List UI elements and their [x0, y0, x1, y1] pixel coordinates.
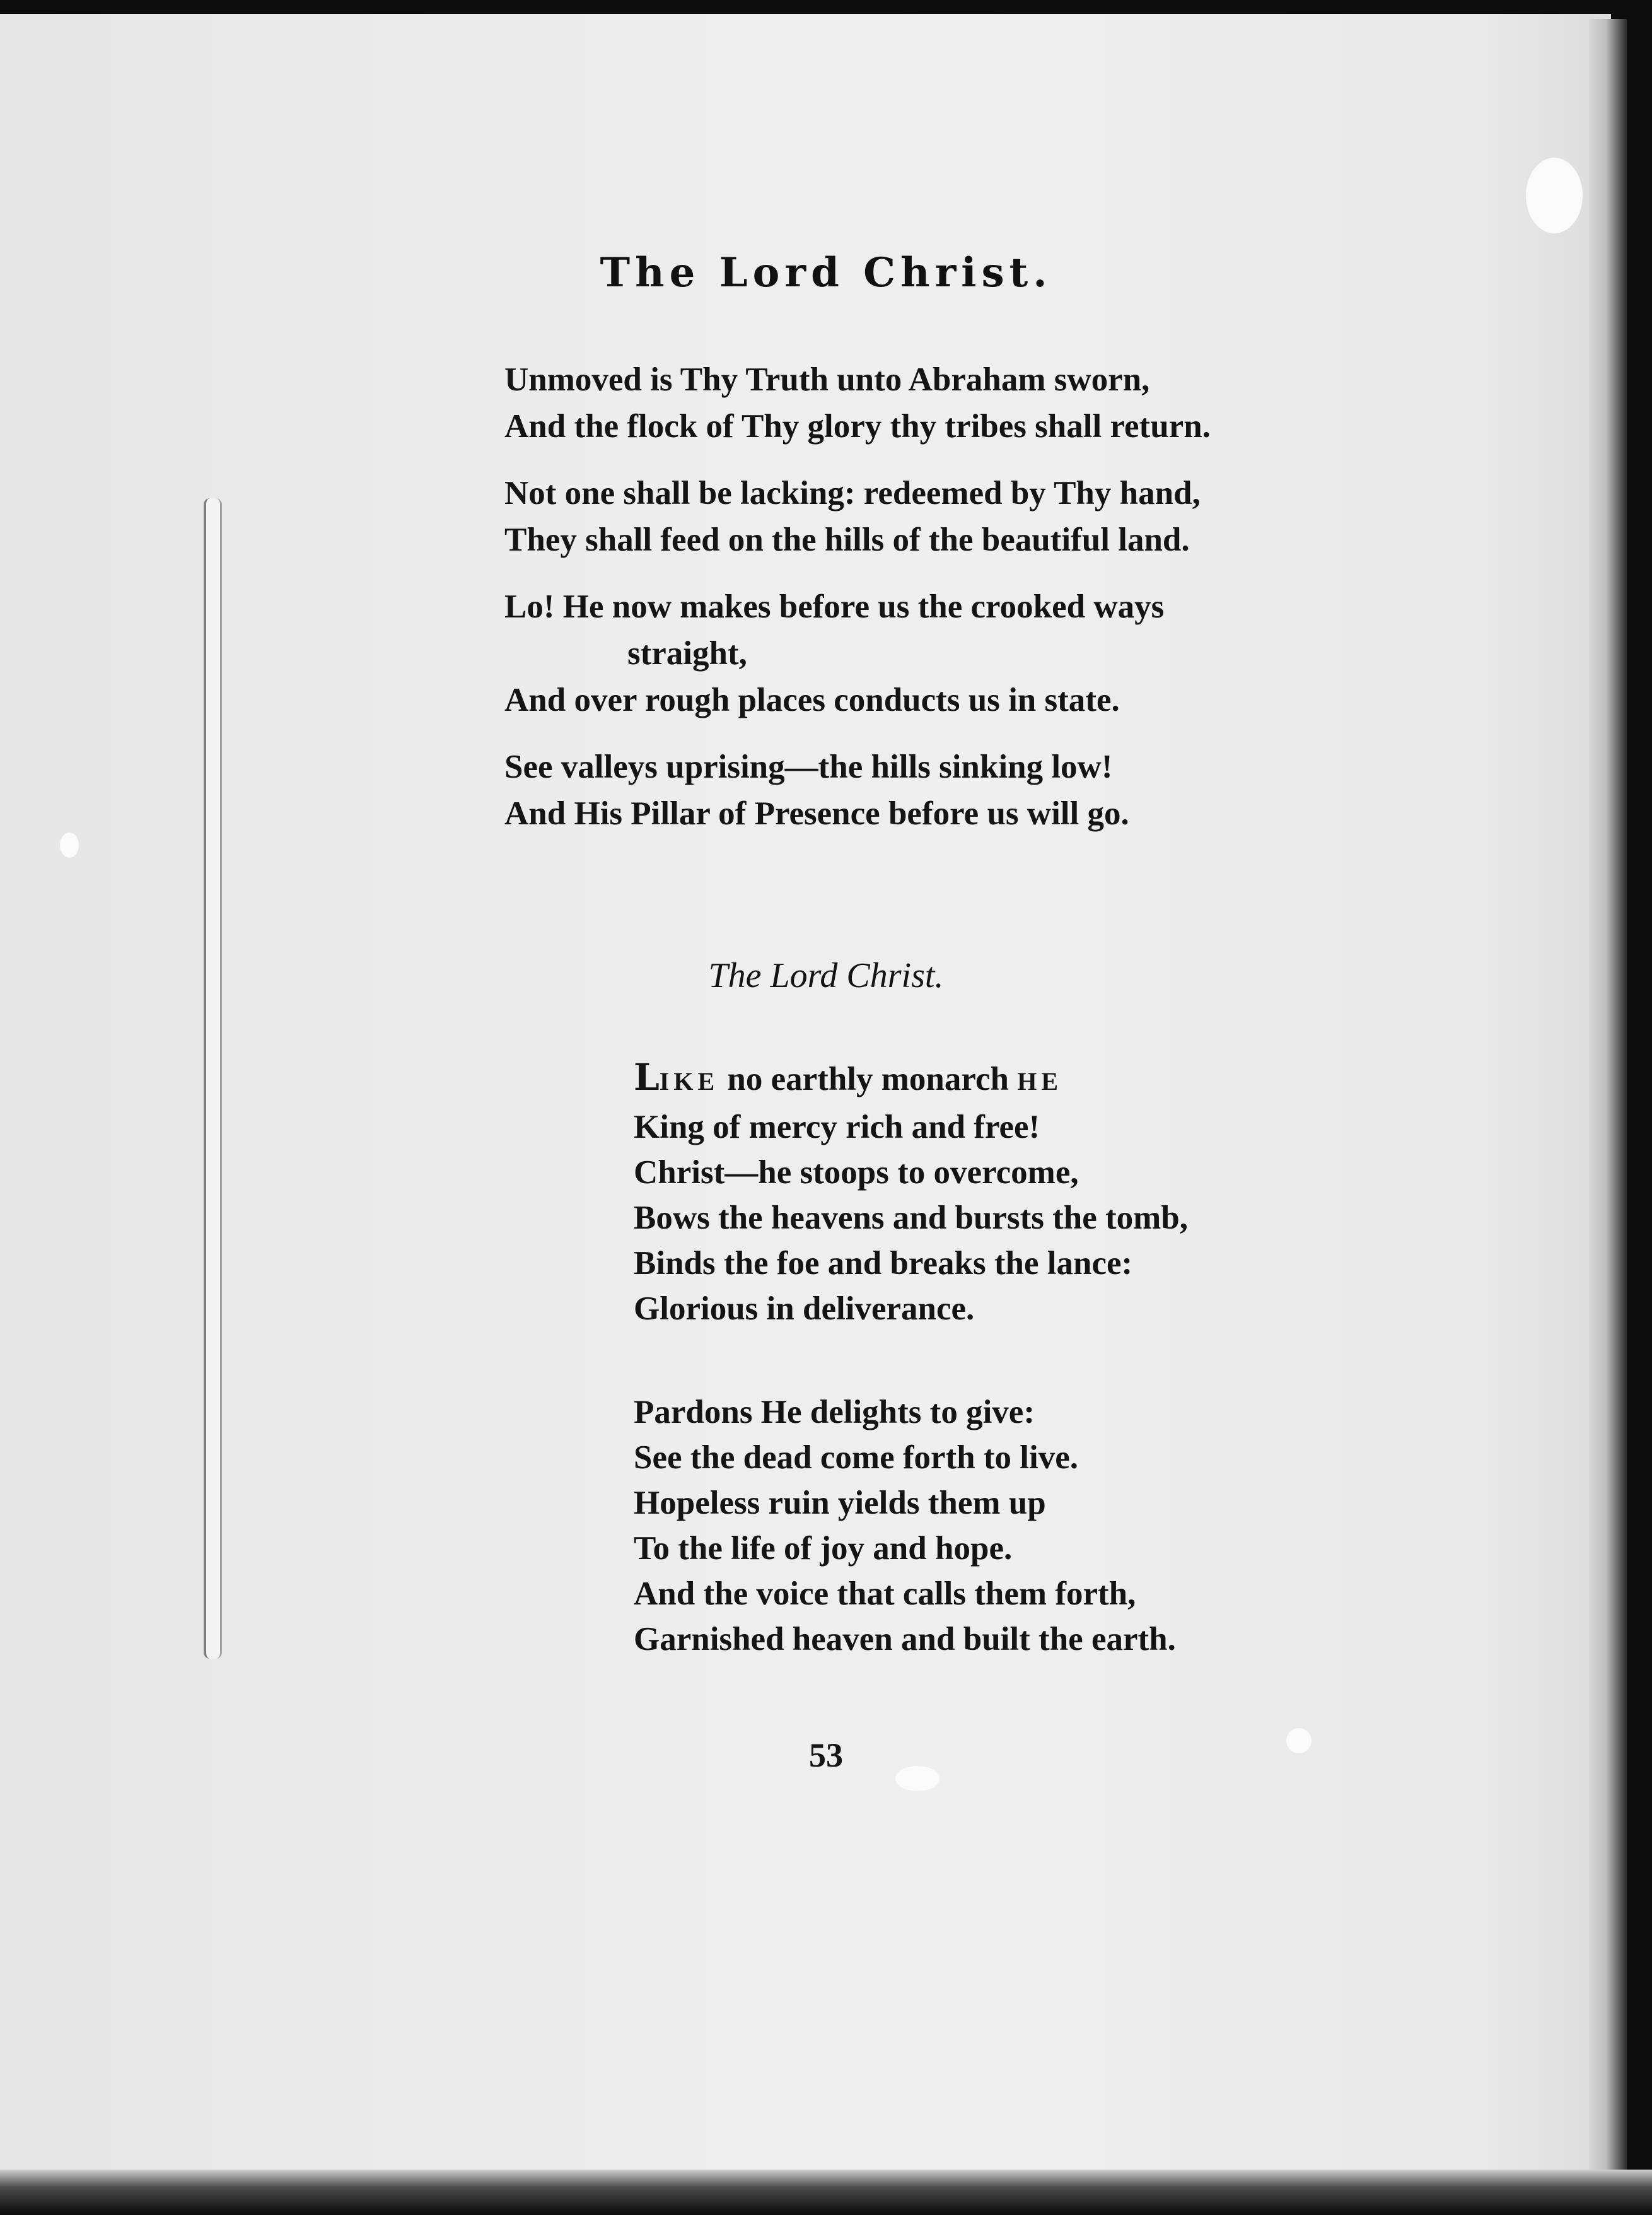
poem-title: The Lord Christ. — [708, 956, 944, 995]
poem-line: They shall feed on the hills of the beautiful land. — [504, 522, 1190, 558]
paper-speck — [1526, 158, 1583, 233]
poem-line: See valleys uprising—the hills sinking low! — [504, 749, 1113, 785]
poem-line: And His Pillar of Presence before us will go. — [504, 795, 1129, 832]
stanza — [634, 1389, 1188, 1662]
poem-line: King of mercy rich and free! — [634, 1109, 1040, 1145]
poem-line: Glorious in deliverance. — [634, 1290, 975, 1327]
first-line-text: no earthly monarch — [719, 1061, 1018, 1097]
stanza — [504, 356, 1211, 450]
poem-lord-christ — [634, 1055, 1188, 1720]
stanza — [504, 470, 1211, 563]
paper-speck — [60, 833, 79, 858]
poem-abraham — [504, 356, 1211, 857]
poem-line: Pardons He delights to give: — [634, 1394, 1035, 1430]
poem-line: See the dead come forth to live. — [634, 1439, 1079, 1476]
poem-line: Bows the heavens and bursts the tomb, — [634, 1200, 1189, 1236]
page-bottom-edge — [0, 2170, 1652, 2215]
small-caps-word: HE — [1017, 1067, 1063, 1096]
poem-line: Unmoved is Thy Truth unto Abraham sworn, — [504, 361, 1150, 398]
poem-line: To the life of joy and hope. — [634, 1530, 1013, 1567]
stanza — [504, 583, 1211, 723]
poem-line: Binds the foe and breaks the lance: — [634, 1245, 1133, 1282]
poem-line: Not one shall be lacking: redeemed by Thy hand, — [504, 475, 1201, 511]
poem-line: And over rough places conducts us in state. — [504, 682, 1120, 718]
poem-line: And the flock of Thy glory thy tribes shall return. — [504, 408, 1211, 445]
stanza — [504, 744, 1211, 837]
small-caps-word: IKE — [659, 1067, 719, 1096]
binding-rule — [204, 498, 222, 1659]
section-heading: The Lord Christ. — [600, 249, 1052, 296]
stanza — [634, 1055, 1188, 1331]
page-number: 53 — [809, 1736, 843, 1774]
poem-line: Lo! He now makes before us the crooked ways — [504, 588, 1165, 625]
poem-first-line — [634, 1055, 1188, 1104]
poem-line: And the voice that calls them forth, — [634, 1575, 1136, 1612]
poem-line: Garnished heaven and built the earth. — [634, 1621, 1176, 1657]
poem-line: Hopeless ruin yields them up — [634, 1485, 1046, 1521]
poem-line-continuation: straight, — [627, 635, 747, 672]
poem-line: Christ—he stoops to overcome, — [634, 1154, 1079, 1191]
page-right-edge — [1589, 19, 1627, 2189]
drop-cap: L — [634, 1056, 660, 1099]
